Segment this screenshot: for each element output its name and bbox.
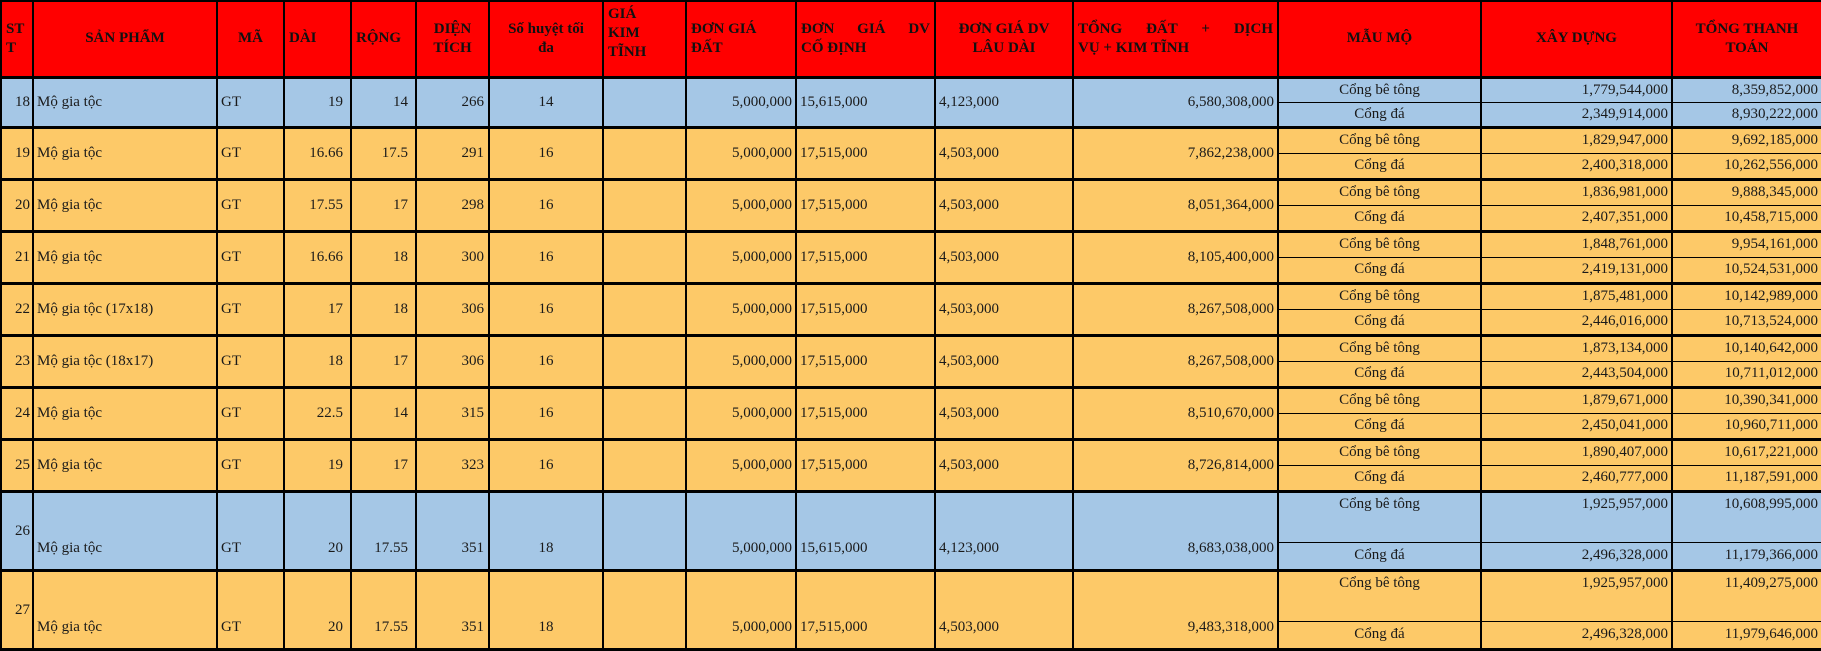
cell-dai-row-24[interactable]: 22.5 xyxy=(284,387,351,439)
cell-dv_co_dinh-row-27[interactable]: 17,515,000 xyxy=(796,570,935,649)
cell-xay_dung-row-26-variant-1[interactable]: 1,925,957,000 xyxy=(1481,491,1672,542)
cell-dai-row-19[interactable]: 16.66 xyxy=(284,127,351,179)
cell-tong_thanh_toan-row-22-variant-2[interactable]: 10,713,524,000 xyxy=(1672,309,1821,335)
cell-tong_thanh_toan-row-27-variant-1[interactable]: 11,409,275,000 xyxy=(1672,570,1821,621)
cell-xay_dung-row-23-variant-2[interactable]: 2,443,504,000 xyxy=(1481,361,1672,387)
cell-rong-row-21[interactable]: 18 xyxy=(351,231,416,283)
cell-xay_dung-row-20-variant-2[interactable]: 2,407,351,000 xyxy=(1481,205,1672,231)
table-row-25 xyxy=(1,439,1821,465)
cell-ma-row-24[interactable]: GT xyxy=(217,387,284,439)
header-line: TỔNG ĐẤT + DỊCH xyxy=(1078,20,1273,37)
cell-ma-row-27[interactable]: GT xyxy=(217,570,284,649)
table-row-26 xyxy=(1,491,1821,542)
cell-rong-row-18[interactable]: 14 xyxy=(351,77,416,127)
cell-so_huyet-row-19[interactable]: 16 xyxy=(489,127,603,179)
cell-san_pham-row-26[interactable]: Mộ gia tộc xyxy=(33,491,217,570)
cell-tong_thanh_toan-row-26-variant-1[interactable]: 10,608,995,000 xyxy=(1672,491,1821,542)
cell-tong_thanh_toan-row-19-variant-1[interactable]: 9,692,185,000 xyxy=(1672,127,1821,153)
cell-tong_thanh_toan-row-19-variant-2[interactable]: 10,262,556,000 xyxy=(1672,153,1821,179)
column-header-gia_kim_tinh[interactable] xyxy=(603,1,686,77)
column-header-stt[interactable] xyxy=(1,1,33,77)
header-line: KIM xyxy=(608,25,640,41)
header-line: SẢN PHẨM xyxy=(85,30,165,47)
cell-tong_thanh_toan-row-26-variant-2[interactable]: 11,179,366,000 xyxy=(1672,542,1821,570)
cell-tong_dat_dv_kt-row-22[interactable]: 8,267,508,000 xyxy=(1073,283,1278,335)
cell-mau_mo-row-24-variant-2[interactable]: Cổng đá xyxy=(1278,413,1481,439)
column-header-rong[interactable] xyxy=(351,1,416,77)
cell-so_huyet-row-25[interactable]: 16 xyxy=(489,439,603,491)
cell-mau_mo-row-22-variant-2[interactable]: Cổng đá xyxy=(1278,309,1481,335)
cell-mau_mo-row-19-variant-1[interactable]: Cổng bê tông xyxy=(1278,127,1481,153)
header-line: DÀI xyxy=(289,30,317,47)
cell-dv_lau_dai-row-25[interactable]: 4,503,000 xyxy=(935,439,1073,491)
cell-gia_kim_tinh-row-22[interactable] xyxy=(603,283,686,335)
cell-mau_mo-row-25-variant-1[interactable]: Cổng bê tông xyxy=(1278,439,1481,465)
cell-xay_dung-row-22-variant-2[interactable]: 2,446,016,000 xyxy=(1481,309,1672,335)
cell-xay_dung-row-24-variant-2[interactable]: 2,450,041,000 xyxy=(1481,413,1672,439)
header-line: MÃ xyxy=(238,30,263,47)
cell-san_pham-row-25[interactable]: Mộ gia tộc xyxy=(33,439,217,491)
cell-dv_lau_dai-row-19[interactable]: 4,503,000 xyxy=(935,127,1073,179)
table-row-19 xyxy=(1,127,1821,153)
header-line: ĐƠN GIÁ DV xyxy=(801,20,930,37)
table-row-24 xyxy=(1,387,1821,413)
cell-don_gia_dat-row-21[interactable]: 5,000,000 xyxy=(686,231,796,283)
cell-don_gia_dat-row-24[interactable]: 5,000,000 xyxy=(686,387,796,439)
header-line: TĨNH xyxy=(608,44,647,60)
cell-stt-row-18[interactable]: 18 xyxy=(1,77,33,127)
cell-dv_co_dinh-row-26[interactable]: 15,615,000 xyxy=(796,491,935,570)
cell-stt-row-19[interactable]: 19 xyxy=(1,127,33,179)
cell-xay_dung-row-27-variant-1[interactable]: 1,925,957,000 xyxy=(1481,570,1672,621)
cell-rong-row-25[interactable]: 17 xyxy=(351,439,416,491)
table-row-22 xyxy=(1,283,1821,309)
cell-dv_lau_dai-row-20[interactable]: 4,503,000 xyxy=(935,179,1073,231)
cell-gia_kim_tinh-row-27[interactable] xyxy=(603,570,686,649)
cell-san_pham-row-22[interactable]: Mộ gia tộc (17x18) xyxy=(33,283,217,335)
cell-tong_dat_dv_kt-row-23[interactable]: 8,267,508,000 xyxy=(1073,335,1278,387)
cell-dai-row-26[interactable]: 20 xyxy=(284,491,351,570)
cell-tong_thanh_toan-row-21-variant-1[interactable]: 9,954,161,000 xyxy=(1672,231,1821,257)
header-line: RỘNG xyxy=(356,30,401,47)
cell-so_huyet-row-23[interactable]: 16 xyxy=(489,335,603,387)
header-line: DIỆN xyxy=(433,20,472,37)
cell-san_pham-row-24[interactable]: Mộ gia tộc xyxy=(33,387,217,439)
cell-dai-row-21[interactable]: 16.66 xyxy=(284,231,351,283)
header-line: XÂY DỰNG xyxy=(1536,30,1617,47)
header-line: VỤ + KIM TĨNH xyxy=(1078,39,1190,56)
cell-mau_mo-row-18-variant-1[interactable]: Cổng bê tông xyxy=(1278,77,1481,102)
table-row-23 xyxy=(1,335,1821,361)
header-line: Số huyệt tối xyxy=(508,20,584,37)
cell-mau_mo-row-22-variant-1[interactable]: Cổng bê tông xyxy=(1278,283,1481,309)
table-header xyxy=(1,1,1821,77)
cell-tong_thanh_toan-row-22-variant-1[interactable]: 10,142,989,000 xyxy=(1672,283,1821,309)
header-line: ĐƠN GIÁ DV xyxy=(958,20,1050,37)
cell-gia_kim_tinh-row-21[interactable] xyxy=(603,231,686,283)
cell-xay_dung-row-19-variant-1[interactable]: 1,829,947,000 xyxy=(1481,127,1672,153)
cell-mau_mo-row-21-variant-1[interactable]: Cổng bê tông xyxy=(1278,231,1481,257)
cell-stt-row-21[interactable]: 21 xyxy=(1,231,33,283)
cell-gia_kim_tinh-row-24[interactable] xyxy=(603,387,686,439)
cell-gia_kim_tinh-row-23[interactable] xyxy=(603,335,686,387)
header-line: TỔNG THANH xyxy=(1695,20,1799,37)
cell-xay_dung-row-20-variant-1[interactable]: 1,836,981,000 xyxy=(1481,179,1672,205)
cell-tong_thanh_toan-row-20-variant-1[interactable]: 9,888,345,000 xyxy=(1672,179,1821,205)
cell-mau_mo-row-27-variant-2[interactable]: Cổng đá xyxy=(1278,621,1481,649)
cell-dv_lau_dai-row-21[interactable]: 4,503,000 xyxy=(935,231,1073,283)
cell-dien_tich-row-27[interactable]: 351 xyxy=(416,570,489,649)
cell-dai-row-22[interactable]: 17 xyxy=(284,283,351,335)
cell-dv_lau_dai-row-18[interactable]: 4,123,000 xyxy=(935,77,1073,127)
header-line: đa xyxy=(538,39,554,56)
cell-stt-row-26[interactable]: 26 xyxy=(1,491,33,570)
cell-so_huyet-row-18[interactable]: 14 xyxy=(489,77,603,127)
table-body xyxy=(1,77,1821,649)
cell-dai-row-27[interactable]: 20 xyxy=(284,570,351,649)
header-line: TOÁN xyxy=(1725,39,1769,56)
cell-dv_co_dinh-row-24[interactable]: 17,515,000 xyxy=(796,387,935,439)
cell-tong_thanh_toan-row-24-variant-1[interactable]: 10,390,341,000 xyxy=(1672,387,1821,413)
cell-stt-row-27[interactable]: 27 xyxy=(1,570,33,649)
table-row-18 xyxy=(1,77,1821,102)
cell-dien_tich-row-22[interactable]: 306 xyxy=(416,283,489,335)
cell-tong_thanh_toan-row-18-variant-2[interactable]: 8,930,222,000 xyxy=(1672,102,1821,127)
header-line: ĐẤT xyxy=(691,39,723,56)
cell-so_huyet-row-26[interactable]: 18 xyxy=(489,491,603,570)
cell-rong-row-23[interactable]: 17 xyxy=(351,335,416,387)
cell-dv_lau_dai-row-23[interactable]: 4,503,000 xyxy=(935,335,1073,387)
cell-don_gia_dat-row-19[interactable]: 5,000,000 xyxy=(686,127,796,179)
cell-xay_dung-row-27-variant-2[interactable]: 2,496,328,000 xyxy=(1481,621,1672,649)
column-header-xay_dung[interactable] xyxy=(1481,1,1672,77)
cell-mau_mo-row-26-variant-2[interactable]: Cổng đá xyxy=(1278,542,1481,570)
column-header-tong_thanh_toan[interactable] xyxy=(1672,1,1821,77)
header-line: LÂU DÀI xyxy=(972,39,1036,56)
cell-dv_lau_dai-row-24[interactable]: 4,503,000 xyxy=(935,387,1073,439)
cell-so_huyet-row-22[interactable]: 16 xyxy=(489,283,603,335)
cell-gia_kim_tinh-row-20[interactable] xyxy=(603,179,686,231)
cell-san_pham-row-20[interactable]: Mộ gia tộc xyxy=(33,179,217,231)
cell-gia_kim_tinh-row-25[interactable] xyxy=(603,439,686,491)
cell-tong_thanh_toan-row-27-variant-2[interactable]: 11,979,646,000 xyxy=(1672,621,1821,649)
cell-rong-row-22[interactable]: 18 xyxy=(351,283,416,335)
cell-mau_mo-row-23-variant-2[interactable]: Cổng đá xyxy=(1278,361,1481,387)
cell-xay_dung-row-23-variant-1[interactable]: 1,873,134,000 xyxy=(1481,335,1672,361)
cell-dv_lau_dai-row-26[interactable]: 4,123,000 xyxy=(935,491,1073,570)
cell-gia_kim_tinh-row-19[interactable] xyxy=(603,127,686,179)
cell-so_huyet-row-20[interactable]: 16 xyxy=(489,179,603,231)
cell-dai-row-25[interactable]: 19 xyxy=(284,439,351,491)
cell-gia_kim_tinh-row-18[interactable] xyxy=(603,77,686,127)
column-header-don_gia_dat[interactable] xyxy=(686,1,796,77)
cell-xay_dung-row-26-variant-2[interactable]: 2,496,328,000 xyxy=(1481,542,1672,570)
cell-xay_dung-row-24-variant-1[interactable]: 1,879,671,000 xyxy=(1481,387,1672,413)
cell-dv_co_dinh-row-22[interactable]: 17,515,000 xyxy=(796,283,935,335)
cell-xay_dung-row-22-variant-1[interactable]: 1,875,481,000 xyxy=(1481,283,1672,309)
cell-don_gia_dat-row-25[interactable]: 5,000,000 xyxy=(686,439,796,491)
cell-xay_dung-row-25-variant-1[interactable]: 1,890,407,000 xyxy=(1481,439,1672,465)
cell-stt-row-22[interactable]: 22 xyxy=(1,283,33,335)
cell-san_pham-row-27[interactable]: Mộ gia tộc xyxy=(33,570,217,649)
cell-dai-row-18[interactable]: 19 xyxy=(284,77,351,127)
cell-tong_thanh_toan-row-23-variant-2[interactable]: 10,711,012,000 xyxy=(1672,361,1821,387)
cell-rong-row-19[interactable]: 17.5 xyxy=(351,127,416,179)
cell-don_gia_dat-row-23[interactable]: 5,000,000 xyxy=(686,335,796,387)
table-row-27 xyxy=(1,570,1821,621)
column-header-ma[interactable] xyxy=(217,1,284,77)
cell-dai-row-20[interactable]: 17.55 xyxy=(284,179,351,231)
cell-mau_mo-row-27-variant-1[interactable]: Cổng bê tông xyxy=(1278,570,1481,621)
header-row xyxy=(1,1,1821,77)
cell-dien_tich-row-20[interactable]: 298 xyxy=(416,179,489,231)
column-header-dv_co_dinh[interactable] xyxy=(796,1,935,77)
column-header-so_huyet[interactable] xyxy=(489,1,603,77)
cell-mau_mo-row-19-variant-2[interactable]: Cổng đá xyxy=(1278,153,1481,179)
cell-tong_dat_dv_kt-row-18[interactable]: 6,580,308,000 xyxy=(1073,77,1278,127)
cell-tong_thanh_toan-row-25-variant-2[interactable]: 11,187,591,000 xyxy=(1672,465,1821,491)
cell-ma-row-18[interactable]: GT xyxy=(217,77,284,127)
header-line: ĐƠN GIÁ xyxy=(691,20,757,37)
cell-stt-row-23[interactable]: 23 xyxy=(1,335,33,387)
cell-tong_dat_dv_kt-row-19[interactable]: 7,862,238,000 xyxy=(1073,127,1278,179)
column-header-dv_lau_dai[interactable] xyxy=(935,1,1073,77)
cell-don_gia_dat-row-26[interactable]: 5,000,000 xyxy=(686,491,796,570)
cell-tong_dat_dv_kt-row-27[interactable]: 9,483,318,000 xyxy=(1073,570,1278,649)
cell-ma-row-21[interactable]: GT xyxy=(217,231,284,283)
header-line: ST xyxy=(6,20,25,37)
cell-tong_dat_dv_kt-row-20[interactable]: 8,051,364,000 xyxy=(1073,179,1278,231)
column-header-tong_dat_dv_kt[interactable] xyxy=(1073,1,1278,77)
cell-dv_co_dinh-row-25[interactable]: 17,515,000 xyxy=(796,439,935,491)
cell-so_huyet-row-24[interactable]: 16 xyxy=(489,387,603,439)
cell-tong_dat_dv_kt-row-24[interactable]: 8,510,670,000 xyxy=(1073,387,1278,439)
cell-dv_co_dinh-row-20[interactable]: 17,515,000 xyxy=(796,179,935,231)
table-row-20 xyxy=(1,179,1821,205)
cell-don_gia_dat-row-18[interactable]: 5,000,000 xyxy=(686,77,796,127)
cell-san_pham-row-19[interactable]: Mộ gia tộc xyxy=(33,127,217,179)
cell-mau_mo-row-18-variant-2[interactable]: Cổng đá xyxy=(1278,102,1481,127)
cell-xay_dung-row-21-variant-1[interactable]: 1,848,761,000 xyxy=(1481,231,1672,257)
cell-tong_thanh_toan-row-18-variant-1[interactable]: 8,359,852,000 xyxy=(1672,77,1821,102)
cell-dien_tich-row-25[interactable]: 323 xyxy=(416,439,489,491)
cell-san_pham-row-21[interactable]: Mộ gia tộc xyxy=(33,231,217,283)
column-header-san_pham[interactable] xyxy=(33,1,217,77)
cell-ma-row-26[interactable]: GT xyxy=(217,491,284,570)
cell-gia_kim_tinh-row-26[interactable] xyxy=(603,491,686,570)
cell-dien_tich-row-26[interactable]: 351 xyxy=(416,491,489,570)
column-header-dai[interactable] xyxy=(284,1,351,77)
cell-dv_co_dinh-row-23[interactable]: 17,515,000 xyxy=(796,335,935,387)
cell-dv_lau_dai-row-22[interactable]: 4,503,000 xyxy=(935,283,1073,335)
table-row-21 xyxy=(1,231,1821,257)
cell-rong-row-27[interactable]: 17.55 xyxy=(351,570,416,649)
cell-dien_tich-row-21[interactable]: 300 xyxy=(416,231,489,283)
cell-mau_mo-row-24-variant-1[interactable]: Cổng bê tông xyxy=(1278,387,1481,413)
cell-tong_dat_dv_kt-row-25[interactable]: 8,726,814,000 xyxy=(1073,439,1278,491)
cell-tong_dat_dv_kt-row-26[interactable]: 8,683,038,000 xyxy=(1073,491,1278,570)
cell-xay_dung-row-18-variant-2[interactable]: 2,349,914,000 xyxy=(1481,102,1672,127)
cell-xay_dung-row-18-variant-1[interactable]: 1,779,544,000 xyxy=(1481,77,1672,102)
cell-tong_thanh_toan-row-21-variant-2[interactable]: 10,524,531,000 xyxy=(1672,257,1821,283)
cell-dv_co_dinh-row-21[interactable]: 17,515,000 xyxy=(796,231,935,283)
cell-rong-row-24[interactable]: 14 xyxy=(351,387,416,439)
cell-san_pham-row-18[interactable]: Mộ gia tộc xyxy=(33,77,217,127)
cell-mau_mo-row-20-variant-2[interactable]: Cổng đá xyxy=(1278,205,1481,231)
cell-dien_tich-row-19[interactable]: 291 xyxy=(416,127,489,179)
cell-tong_thanh_toan-row-20-variant-2[interactable]: 10,458,715,000 xyxy=(1672,205,1821,231)
cell-xay_dung-row-19-variant-2[interactable]: 2,400,318,000 xyxy=(1481,153,1672,179)
cell-mau_mo-row-26-variant-1[interactable]: Cổng bê tông xyxy=(1278,491,1481,542)
cell-dien_tich-row-23[interactable]: 306 xyxy=(416,335,489,387)
column-header-dien_tich[interactable] xyxy=(416,1,489,77)
cell-don_gia_dat-row-27[interactable]: 5,000,000 xyxy=(686,570,796,649)
cell-ma-row-25[interactable]: GT xyxy=(217,439,284,491)
cell-ma-row-22[interactable]: GT xyxy=(217,283,284,335)
cell-tong_thanh_toan-row-25-variant-1[interactable]: 10,617,221,000 xyxy=(1672,439,1821,465)
cell-dv_co_dinh-row-19[interactable]: 17,515,000 xyxy=(796,127,935,179)
cell-so_huyet-row-27[interactable]: 18 xyxy=(489,570,603,649)
cell-mau_mo-row-25-variant-2[interactable]: Cổng đá xyxy=(1278,465,1481,491)
cell-stt-row-25[interactable]: 25 xyxy=(1,439,33,491)
cell-stt-row-24[interactable]: 24 xyxy=(1,387,33,439)
cell-stt-row-20[interactable]: 20 xyxy=(1,179,33,231)
cell-dien_tich-row-18[interactable]: 266 xyxy=(416,77,489,127)
header-line: MẪU MỘ xyxy=(1346,30,1413,47)
cell-dv_co_dinh-row-18[interactable]: 15,615,000 xyxy=(796,77,935,127)
header-line: T xyxy=(6,39,17,56)
header-line: GIÁ xyxy=(608,6,637,22)
cell-xay_dung-row-21-variant-2[interactable]: 2,419,131,000 xyxy=(1481,257,1672,283)
cell-san_pham-row-23[interactable]: Mộ gia tộc (18x17) xyxy=(33,335,217,387)
cell-don_gia_dat-row-20[interactable]: 5,000,000 xyxy=(686,179,796,231)
cell-ma-row-20[interactable]: GT xyxy=(217,179,284,231)
cell-mau_mo-row-21-variant-2[interactable]: Cổng đá xyxy=(1278,257,1481,283)
cell-xay_dung-row-25-variant-2[interactable]: 2,460,777,000 xyxy=(1481,465,1672,491)
header-line: CỐ ĐỊNH xyxy=(801,39,867,56)
cell-rong-row-26[interactable]: 17.55 xyxy=(351,491,416,570)
column-header-mau_mo[interactable] xyxy=(1278,1,1481,77)
header-line: TÍCH xyxy=(433,39,472,56)
cell-so_huyet-row-21[interactable]: 16 xyxy=(489,231,603,283)
cell-rong-row-20[interactable]: 17 xyxy=(351,179,416,231)
cell-dien_tich-row-24[interactable]: 315 xyxy=(416,387,489,439)
cell-tong_dat_dv_kt-row-21[interactable]: 8,105,400,000 xyxy=(1073,231,1278,283)
cell-dai-row-23[interactable]: 18 xyxy=(284,335,351,387)
cell-mau_mo-row-23-variant-1[interactable]: Cổng bê tông xyxy=(1278,335,1481,361)
cell-don_gia_dat-row-22[interactable]: 5,000,000 xyxy=(686,283,796,335)
cell-tong_thanh_toan-row-24-variant-2[interactable]: 10,960,711,000 xyxy=(1672,413,1821,439)
cell-ma-row-23[interactable]: GT xyxy=(217,335,284,387)
cell-ma-row-19[interactable]: GT xyxy=(217,127,284,179)
cell-dv_lau_dai-row-27[interactable]: 4,503,000 xyxy=(935,570,1073,649)
cell-tong_thanh_toan-row-23-variant-1[interactable]: 10,140,642,000 xyxy=(1672,335,1821,361)
cell-mau_mo-row-20-variant-1[interactable]: Cổng bê tông xyxy=(1278,179,1481,205)
